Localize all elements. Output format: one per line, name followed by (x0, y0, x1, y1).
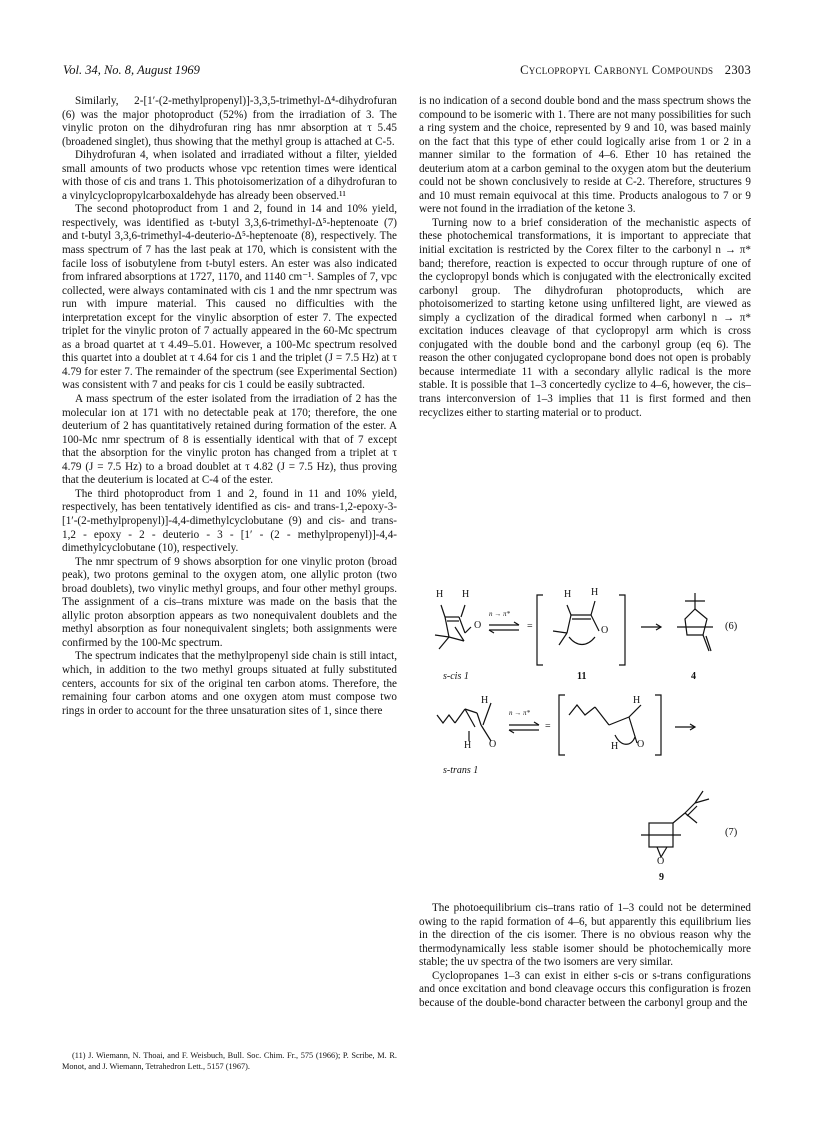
equals-sign: = (527, 621, 533, 632)
footnote-text: (11) J. Wiemann, N. Thoai, and F. Weisbuch, Bull. Soc. Chim. Fr., 575 (1966); P. Scribe, M. R. Monot, and J. Wiemann, Tetrahedron Lett., 5157 (1967). (62, 1051, 397, 1071)
right-column-bottom (419, 902, 751, 1010)
atom-h-label: H (462, 589, 470, 600)
label-4: 4 (691, 671, 696, 682)
excitation-label: n → π* (489, 610, 511, 618)
excitation-label: n → π* (509, 709, 531, 717)
atom-h-label: H (481, 695, 489, 706)
running-header (63, 63, 751, 83)
atom-h-label: H (564, 589, 572, 600)
journal-citation: Vol. 34, No. 8, August 1969 (63, 63, 200, 77)
atom-o-label: O (657, 856, 665, 867)
paragraph: is no indication of a second double bond and the mass spectrum shows the compound to be isomeric with 1. There are not many possibilities for such a ring system and the choice, represented by 9 and 10, was based mainly on the fact that this type of ether could logically arise from 1 or 2 in a manner similar to the formation of 4–6. Ether 10 has retained the deuterium atom at a carbon geminal to the oxygen atom but the deuterium could not be shown conclusively to reside at C-2. Therefore, structures 9 and 10 must remain equivocal at this time. Products analogous to 7 or 9 were not found in the irradiation of the ketone 3. (419, 95, 751, 216)
equation-number: (7) (725, 827, 738, 838)
paragraph: Cyclopropanes 1–3 can exist in either s-cis or s-trans configurations and once excitation and bond cleavage occurs this configuration is frozen because of the double-bond character between the carbonyl group and the (419, 969, 751, 1009)
paragraph: The spectrum indicates that the methylpropenyl side chain is still intact, which, in addition to the two methyl groups situated at fully substituted centers, accounts for six of the original ten carbon atoms. Therefore, the remaining four carbon atoms and one oxygen atom must compose two rings in order to account for the three unsaturation sites of 1, since there (62, 650, 397, 717)
label-scis-1: s-cis 1 (443, 671, 469, 682)
page-number: 2303 (724, 63, 751, 77)
atom-h-label: H (611, 741, 619, 752)
atom-o-label: O (637, 739, 645, 750)
atom-o-label: O (489, 739, 497, 750)
left-column (62, 95, 397, 718)
atom-o-label: O (474, 620, 482, 631)
right-column-top (419, 95, 751, 420)
running-title: Cyclopropyl Carbonyl Compounds (520, 63, 714, 77)
paragraph: Turning now to a brief consideration of the mechanistic aspects of these photochemical transformations, it is important to appreciate that initial excitation is restricted by the Corex filter to the carbonyl n → π* band; therefore, reaction is expected to occur through rupture of one of the cyclopropyl bonds which is conjugated with the electronically excited carbonyl group. The dihydrofuran photoproducts, which are photoisomerized to starting ketone using unfiltered light, are viewed as simply a cyclization of the diradical formed when carbonyl n → π* excitation induces cleavage of that cyclopropyl arm which is cross conjugated with the double bond and the carbonyl group (eq 6). The reason the other conjugated cyclopropane bond does not open is probably because intermediate 11 with a secondary allylic radical is the more stable. It is possible that 1–3 concertedly cyclize to 4–6, however, the cis–trans interconversion of 1–3 implies that 11 is first formed and then recyclizes either to starting material or to product. (419, 216, 751, 419)
paragraph: The third photoproduct from 1 and 2, found in 11 and 10% yield, respectively, has been tentatively identified as cis- and trans-1,2-epoxy-3-[1′-(2-methylpropenyl)]-4,4-dimethylcyclobutane (9) and cis- and trans-1,2 - epoxy - 2 - deuterio - 3 - [1′ - (2 - methylpropenyl)]-4,4-dimethylcyclobutane (10), respectively. (62, 487, 397, 555)
equation-number: (6) (725, 621, 738, 632)
label-strans-1: s-trans 1 (443, 765, 479, 776)
footnote (62, 1051, 397, 1072)
paragraph: A mass spectrum of the ester isolated from the irradiation of 2 has the molecular ion at 171 with no detectable peak at 170; therefore, the one deuterium of 2 has quantitatively retained during formation of the ester. A 100-Mc nmr spectrum of 8 is essentially identical with that of 7 except that the absorption for the vinylic proton has changed from a triplet at τ 4.79 (J = 7.5 Hz) to a broad doublet at τ 4.82 (J = 7.5 Hz), thus proving that the deuterium is located at C-4 of the ester. (62, 393, 397, 487)
atom-h-label: H (591, 587, 599, 598)
label-11: 11 (577, 671, 587, 682)
atom-o-label: O (601, 625, 609, 636)
equals-sign: = (545, 721, 551, 732)
paragraph: Similarly, 2-[1′-(2-methylpropenyl)]-3,3,5-trimethyl-Δ⁴-dihydrofuran (6) was the major photoproduct (52%) from the irradiation of 3. The vinylic proton on the dihydrofuran ring has nmr absorption at τ 5.45 (broadened singlet), thus showing that the methyl group is attached at C-5. (62, 95, 397, 148)
atom-h-label: H (633, 695, 641, 706)
label-9: 9 (659, 872, 664, 883)
paragraph: The nmr spectrum of 9 shows absorption for one vinylic proton (broad peak), two protons geminal to the oxygen atom, one allylic proton (two broad doublets), two vinylic methyl groups, and four other methyl groups. The assignment of a cis–trans mixture was made on the basis that the allylic proton absorption appears as two nonequivalent doublets and the methyl absorption as four nonequivalent singlets; both assignments were confirmed by the 100-Mc spectrum. (62, 555, 397, 649)
paragraph: The photoequilibrium cis–trans ratio of 1–3 could not be determined owing to the rapid formation of 4–6, but apparently this equilibrium lies in the direction of the cis isomer. There is no obvious reason why the thermodynamically less stable isomer should be photochemically more stable; the uv spectra of the two isomers are very similar. (419, 902, 751, 969)
header-right (520, 63, 751, 78)
reaction-scheme (419, 575, 751, 885)
scheme-drawing (419, 575, 751, 885)
paragraph: Dihydrofuran 4, when isolated and irradiated without a filter, yielded small amounts of two products whose vpc retention times were identical with those of cis and trans 1. This photoisomerization of a dihydrofuran to a vinylcyclopropylcarboxaldehyde has already been observed.¹¹ (62, 149, 397, 202)
paragraph: The second photoproduct from 1 and 2, found in 14 and 10% yield, respectively, was identified as t-butyl 3,3,6-trimethyl-Δ⁵-heptenoate (7) and t-butyl 3,3,6-trimethyl-4-deuterio-Δ⁵-heptenoate (8), respectively. The mass spectrum of 7 has the last peak at 170, which is consistent with the facile loss of isobutylene from t-butyl esters. An ester was also indicated from infrared absorptions at 1727, 1170, and 1140 cm⁻¹. Samples of 7, vpc collected, were always contaminated with cis 1 and the nmr spectrum was run with impure material. This caused no difficulties with the interpretation except for the vinylic absorption of ester 7. The expected triplet for the vinylic proton of 7 actually appeared in the 60-Mc spectrum as a broad quartet at τ 4.49–5.01. However, a 100-Mc spectrum resolved this quartet into a doublet at τ 4.64 for cis 1 and the triplet (J = 7.5 Hz) at τ 4.79 for ester 7. The remainder of the spectrum (see Experimental Section) was consistent with 7 and peaks for cis 1 could be easily subtracted. (62, 203, 397, 392)
atom-h-label: H (436, 589, 444, 600)
atom-h-label: H (464, 740, 472, 751)
